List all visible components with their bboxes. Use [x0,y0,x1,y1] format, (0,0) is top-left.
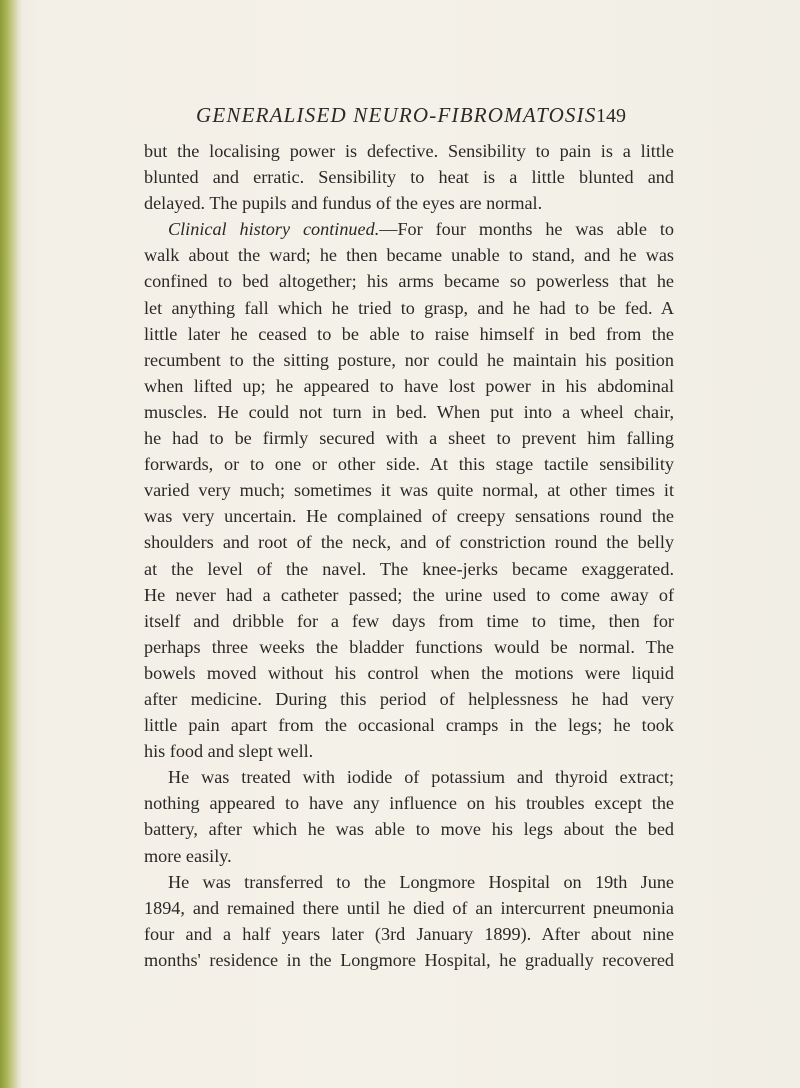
text-line: 1894, and remained there until he died of an intercurrent pneumonia [144,897,674,918]
text-line-section-lead [144,216,674,242]
text-line: muscles. He could not turn in bed. When put into a wheel chair, [144,401,674,422]
text-line: his food and slept well. [144,741,314,762]
text-line: recumbent to the sitting posture, nor could he maintain his position [144,349,674,370]
text-line: at the level of the navel. The knee-jerks became exaggerated. [144,558,674,579]
running-head: GENERALISED NEURO-FIBROMATOSIS [196,103,597,127]
text-line: delayed. The pupils and fundus of the eyes are normal. [144,193,543,214]
text-line: little later he ceased to be able to raise himself in bed from the [144,323,674,344]
text-line: but the localising power is defective. Sensibility to pain is a little [144,141,674,161]
text-line: itself and dribble for a few days from time to time, then for [144,610,674,631]
text-line: He never had a catheter passed; the urine used to come away of [144,584,674,605]
text-line: He was treated with iodide of potassium and thyroid extract; [168,767,674,788]
section-lead-italic: Clinical history continued. [168,219,380,240]
page-header [196,99,626,135]
body-text [144,138,674,973]
text-line: varied very much; sometimes it was quite normal, at other times it [144,480,674,501]
text-line: months' residence in the Longmore Hospital, he gradually recovered [144,949,674,970]
text-line: when lifted up; he appeared to have lost power in his abdominal [144,375,674,396]
text-line: He was transferred to the Longmore Hospital on 19th June [168,871,674,892]
text-line: walk about the ward; he then became unable to stand, and he was [144,245,674,266]
text-line: forwards, or to one or other side. At this stage tactile sensibility [144,454,674,475]
text-line: confined to bed altogether; his arms became so powerless that he [144,271,674,292]
text-line: perhaps three weeks the bladder functions would be normal. The [144,636,674,657]
text-line: four and a half years later (3rd January 1899). After about nine [144,923,674,944]
text-line: was very uncertain. He complained of creepy sensations round the [144,506,674,527]
text-line: nothing appeared to have any influence on his troubles except the [144,793,674,814]
text-line: battery, after which he was able to move his legs about the bed [144,819,674,840]
page-binding-edge [0,0,22,1088]
section-lead-rest: —For four months he was able to [379,219,674,240]
text-line: blunted and erratic. Sensibility to heat is a little blunted and [144,167,674,188]
text-line: he had to be firmly secured with a sheet to prevent him falling [144,428,674,449]
text-line: let anything fall which he tried to grasp, and he had to be fed. A [144,297,674,318]
text-line: more easily. [144,845,232,866]
text-line: bowels moved without his control when the motions were liquid [144,662,674,683]
text-line: shoulders and root of the neck, and of constriction round the belly [144,532,674,553]
text-line: after medicine. During this period of helplessness he had very [144,688,674,709]
text-line: little pain apart from the occasional cramps in the legs; he took [144,715,674,736]
page-number: 149 [596,105,626,127]
